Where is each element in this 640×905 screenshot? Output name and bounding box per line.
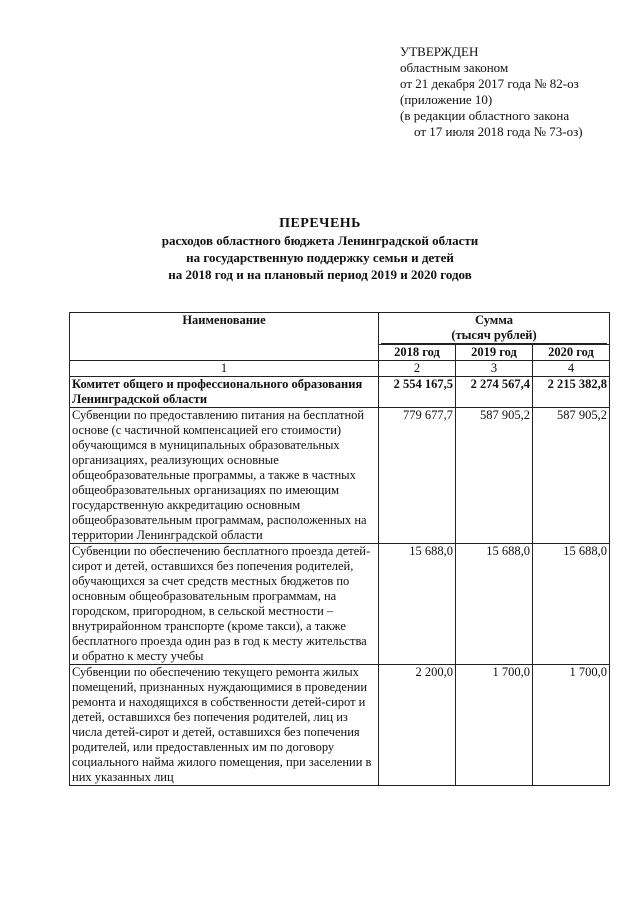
approval-date: от 21 декабря 2017 года № 82-оз: [400, 76, 579, 91]
colnum-2: 2: [379, 361, 456, 377]
document-title: ПЕРЕЧЕНЬ: [279, 216, 361, 231]
table-row: [70, 408, 610, 544]
header-name: Наименование: [70, 313, 379, 361]
row-name: Субвенции по обеспечению бесплатного проезда детей-сирот и детей, оставшихся без попечения родителей, обучающихся за счет средств местных бюджетов по основным общеобразовательным программам, на городском, пригородном, в сельской местности – внутрирайонном транспорте (кроме такси), а также бесплатного проезда один раз в год к месту жительства и обратно к месту учебы: [70, 544, 379, 665]
row-value-2018: 15 688,0: [379, 544, 456, 665]
table-row: [70, 377, 610, 408]
approval-revision-date: от 17 июля 2018 года № 73-оз): [414, 124, 583, 139]
approval-appendix: (приложение 10): [400, 92, 493, 107]
header-sum-label: Сумма: [475, 313, 513, 327]
document-heading: [0, 215, 640, 283]
row-value-2020: 2 215 382,8: [533, 377, 610, 408]
row-value-2020: 15 688,0: [533, 544, 610, 665]
table-colnum-row: [70, 361, 610, 377]
approval-revision: (в редакции областного закона: [400, 108, 570, 123]
row-value-2019: 1 700,0: [456, 665, 533, 786]
approval-law: областным законом: [400, 60, 509, 75]
header-sum: [379, 313, 610, 345]
approval-title: УТВЕРЖДЕН: [400, 44, 479, 59]
row-value-2019: 587 905,2: [456, 408, 533, 544]
row-value-2018: 2 200,0: [379, 665, 456, 786]
table-header-row: [70, 313, 610, 345]
row-value-2019: 15 688,0: [456, 544, 533, 665]
document-subtitle-2: на государственную поддержку семьи и детей: [186, 250, 454, 265]
row-value-2020: 587 905,2: [533, 408, 610, 544]
colnum-3: 3: [456, 361, 533, 377]
table-row: [70, 665, 610, 786]
row-value-2020: 1 700,0: [533, 665, 610, 786]
header-year-2019: 2019 год: [456, 345, 533, 361]
colnum-4: 4: [533, 361, 610, 377]
header-year-2018: 2018 год: [379, 345, 456, 361]
table-row: [70, 544, 610, 665]
row-value-2018: 2 554 167,5: [379, 377, 456, 408]
document-subtitle-1: расходов областного бюджета Ленинградской области: [161, 233, 479, 248]
row-name: Субвенции по обеспечению текущего ремонта жилых помещений, признанных нуждающимися в проведении ремонта и находящихся в собственности детей-сирот и детей, оставшихся без попечения родителей, лиц из числа детей-сирот и детей, оставшихся без попечения родителей, или предоставленных им по договору социального найма жилого помещения, при заселении в них указанных лиц: [70, 665, 379, 786]
header-sum-unit: (тысяч рублей): [381, 328, 607, 344]
row-name: Комитет общего и профессионального образования Ленинградской области: [70, 377, 379, 408]
document-subtitle-3: на 2018 год и на плановый период 2019 и 2020 годов: [168, 267, 472, 282]
colnum-1: 1: [70, 361, 379, 377]
expenses-table: [69, 312, 610, 786]
approval-stamp: [400, 44, 632, 140]
row-name: Субвенции по предоставлению питания на бесплатной основе (с частичной компенсацией его стоимости) обучающимся в муниципальных образовательных организациях, реализующих основные общеобразовательные программы, а также в частных общеобразовательных организациях по имеющим государственную аккредитацию основным общеобразовательным программам, расположенных на территории Ленинградской области: [70, 408, 379, 544]
header-year-2020: 2020 год: [533, 345, 610, 361]
row-value-2019: 2 274 567,4: [456, 377, 533, 408]
row-value-2018: 779 677,7: [379, 408, 456, 544]
